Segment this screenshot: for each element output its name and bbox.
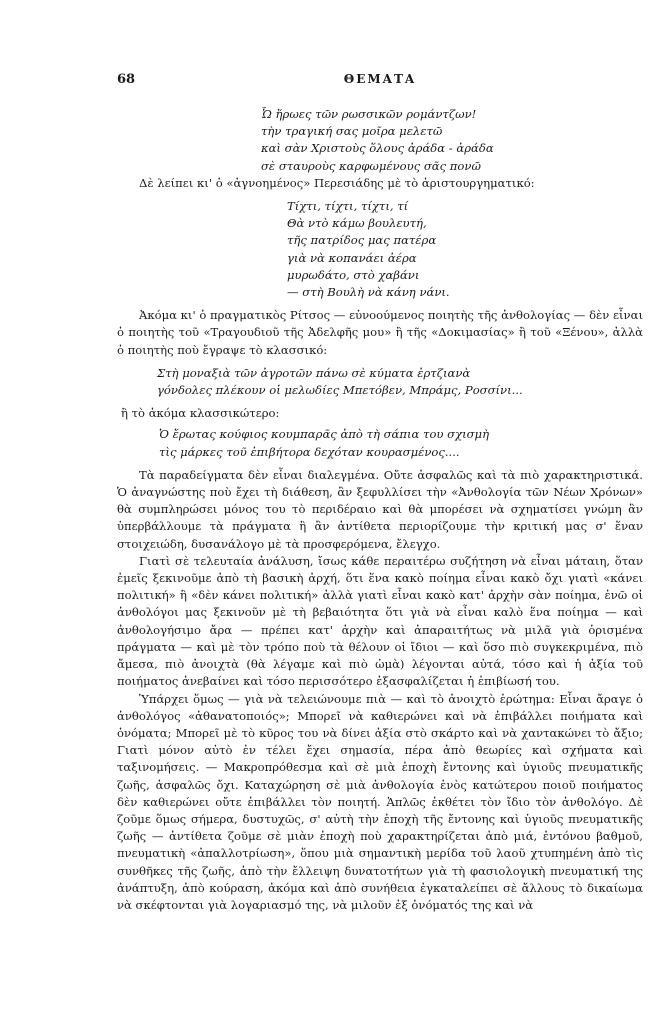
paragraph: Γιατὶ σὲ τελευταία ἀνάλυση, ἴσως κάθε περαιτέρω συζήτηση νὰ εἶναι μάταιη, ὅταν ἐμεῖς ξεκινοῦμε ἀπὸ τὴ βασικὴ ἀρχή, ὅτι ἕνα κακὸ ποίημα εἶναι κακὸ ὄχι γιατὶ «κάνει πολιτική» ἢ «δὲν κάνει πολιτική» ἀλλὰ γιατὶ εἶναι κακὸ κατ' ἀρχὴν σὰν ποίημα, ἐνῶ οἱ ἀνθολόγοι μας ξεκινοῦν μὲ τὴ βεβαιότητα ὅτι γιὰ νὰ εἶναι καλὸ ἕνα ποίημα — καὶ ἀνθολογήσιμο ἄρα — πρέπει κατ' ἀρχὴν καὶ ἀπαραιτήτως νὰ μιλᾶ γιὰ ὁρισμένα πράγματα — καὶ μὲ τὸν τρόπο ποὺ τὰ θέλουν οἱ ἴδιοι — καὶ ὅσο πιὸ συγκεκριμένα, πιὸ ἄμεσα, πιὸ ἀνοιχτὰ (θὰ λέγαμε καὶ πιὸ ὠμὰ) λέγονται αὐτά, τόσο καὶ ἡ ἀξία τοῦ ποιήματος ἀνεβαίνει καὶ τόσο περισσότερο ἐξασφαλίζεται ἡ ἐπιβίωσή του. [117, 553, 643, 689]
verse-block-2 [287, 198, 643, 301]
verse-block-4 [159, 426, 643, 460]
verse-line: — στὴ Βουλὴ νὰ κάνη νάνι. [287, 285, 450, 300]
verse-line: τὴν τραγική σας μοῖρα μελετῶ [261, 124, 443, 139]
page-number: 68 [117, 72, 136, 87]
verse-block-1 [261, 106, 643, 175]
verse-line: τὶς μάρκες τοῦ ἐπιβήτορα δεχόταν κουρασμένος.... [159, 444, 460, 459]
page-header [117, 72, 643, 90]
paragraph: Ἀκόμα κι' ὁ πραγματικὸς Ρίτσος — εὐνοούμενος ποιητὴς τῆς ἀνθολογίας — δὲν εἶναι ὁ ποιητὴς τοῦ «Τραγουδιοῦ τῆς Ἀδελφῆς μου» ἢ τῆς «Δοκιμασίας» ἢ τοῦ «Ξένου», ἀλλὰ ὁ ποιητὴς ποὺ ἔγραψε τὸ κλασσικό: [117, 308, 643, 357]
page-body [117, 106, 643, 914]
verse-line: γόνδολες πλέκουν οἱ μελωδίες Μπετόβεν, Μπράμς, Ροσσίνι... [157, 383, 523, 398]
verse-line: μυρωδάτο, στὸ χαβάνι [287, 267, 420, 282]
verse-line: γιὰ νὰ κοπανάει ἀέρα [287, 250, 417, 265]
verse-line: σὲ σταυροὺς καρφωμένους σᾶς πονῶ [261, 158, 481, 173]
verse-line: Ὦ ἥρωες τῶν ρωσσικῶν ρομάντζων! [261, 107, 477, 121]
verse-intro: Δὲ λείπει κι' ὁ «ἀγνοημένος» Περεσιάδης μὲ τὸ ἀριστουργηματικό: [139, 175, 535, 190]
verse-block-3 [157, 365, 643, 399]
running-head: ΘΕΜΑΤΑ [343, 72, 417, 86]
verse-line: τῆς πατρίδος μας πατέρα [287, 233, 437, 248]
verse-line: Στὴ μοναξιὰ τῶν ἀγροτῶν πάνω σὲ κύματα ἐρτζιανὰ [157, 365, 471, 380]
verse-line: Θὰ ντὸ κάμω βουλευτή, [287, 216, 427, 231]
paragraph: Ὑπάρχει ὅμως — γιὰ νὰ τελειώνουμε πιὰ — καὶ τὸ ἀνοιχτὸ ἐρώτημα: Εἶναι ἄραγε ὁ ἀνθολόγος «ἀθανατοποιός»; Μπορεῖ νὰ καθιερώνει καὶ νὰ ἐπιβάλλει ποιήματα καὶ ὀνόματα; Μπορεῖ μὲ τὸ κῦρος του νὰ δίνει ἀξία στὸ σκάρτο καὶ νὰ χαντακώνει τὸ ἄξιο; Γιατὶ μόνον αὐτὸ ἐν τέλει ἔχει σημασία, πέρα ἀπὸ θεωρίες καὶ σχήματα καὶ ταξινομήσεις. — Μακροπρόθεσμα καὶ σὲ μιὰ ἐποχὴ ἔντονης καὶ ὑγιοῦς πνευματικῆς ζωῆς, ἀσφαλῶς ὄχι. Καταχώρηση σὲ μιὰ ἀνθολογία ἑνὸς κατώτερου ποιοῦ ποιήματος δὲν καθιερώνει οὔτε ἐπιβάλλει τὸν ποιητή. Ἁπλῶς ἐκθέτει τὸν ἴδιο τὸν ἀνθολόγο. Δὲ ζοῦμε ὅμως σήμερα, δυστυχῶς, σ' αὐτὴ τὴν ἐποχὴ τῆς ἔντονης καὶ ὑγιοῦς πνευματικῆς ζωῆς — ἀντίθετα ζοῦμε σὲ μιὰν ἐποχὴ ποὺ χαρακτηρίζεται ἀπὸ μιά, ἐντόνου βαθμοῦ, πνευματικὴ «ἀπαλλοτρίωση», ὅπου μιὰ σημαντικὴ μερίδα τοῦ λαοῦ χτυπημένη ἀπὸ τὶς συνθῆκες τῆς ζωῆς, ἀπὸ τὴν ἔλλειψη δυνατοτήτων γιὰ τὴ φασιολογικὴ πνευματική της ἀνάπτυξη, ἀπὸ κούραση, ἀκόμα καὶ ἀπὸ συνήθεια ἐγκαταλείπει σὲ ἄλλους τὸ δικαίωμα νὰ σκέφτονται γιὰ λογαριασμό της, νὰ μιλοῦν ἐξ ὀνόματός της καὶ νὰ [117, 691, 643, 912]
verse-line: Ὁ ἔρωτας κούφιος κουμπαρᾶς ἀπὸ τὴ σάπια του σχισμὴ [159, 427, 490, 442]
verse-line: καὶ σὰν Χριστοὺς ὅλους ἀράδα - ἀράδα [261, 141, 494, 156]
verse-intro: ἢ τὸ ἀκόμα κλασσικώτερο: [121, 406, 280, 421]
paragraph: Τὰ παραδείγματα δὲν εἶναι διαλεγμένα. Οὔτε ἀσφαλῶς καὶ τὰ πιὸ χαρακτηριστικά. Ὁ ἀναγνώστης ποὺ ἔχει τὴ διάθεση, ἂν ξεφυλλίσει τὴν «Ἀνθολογία τῶν Νέων Χρόνων» θὰ συμπληρώσει μόνος του τὸ περιδέραιο καὶ θὰ μπορέσει νὰ σχηματίσει γνώμη ἂν ὑπερβάλλουμε τὰ πράγματα ἢ ἂν ἀντίθετα περιορίζουμε τὴν κριτική μας σ' ἕναν στοιχειώδη, δυσανάλογο μὲ τὰ προσφερόμενα, ἔλεγχο. [117, 467, 643, 551]
verse-line: Τίχτι, τίχτι, τίχτι, τί [287, 199, 409, 214]
